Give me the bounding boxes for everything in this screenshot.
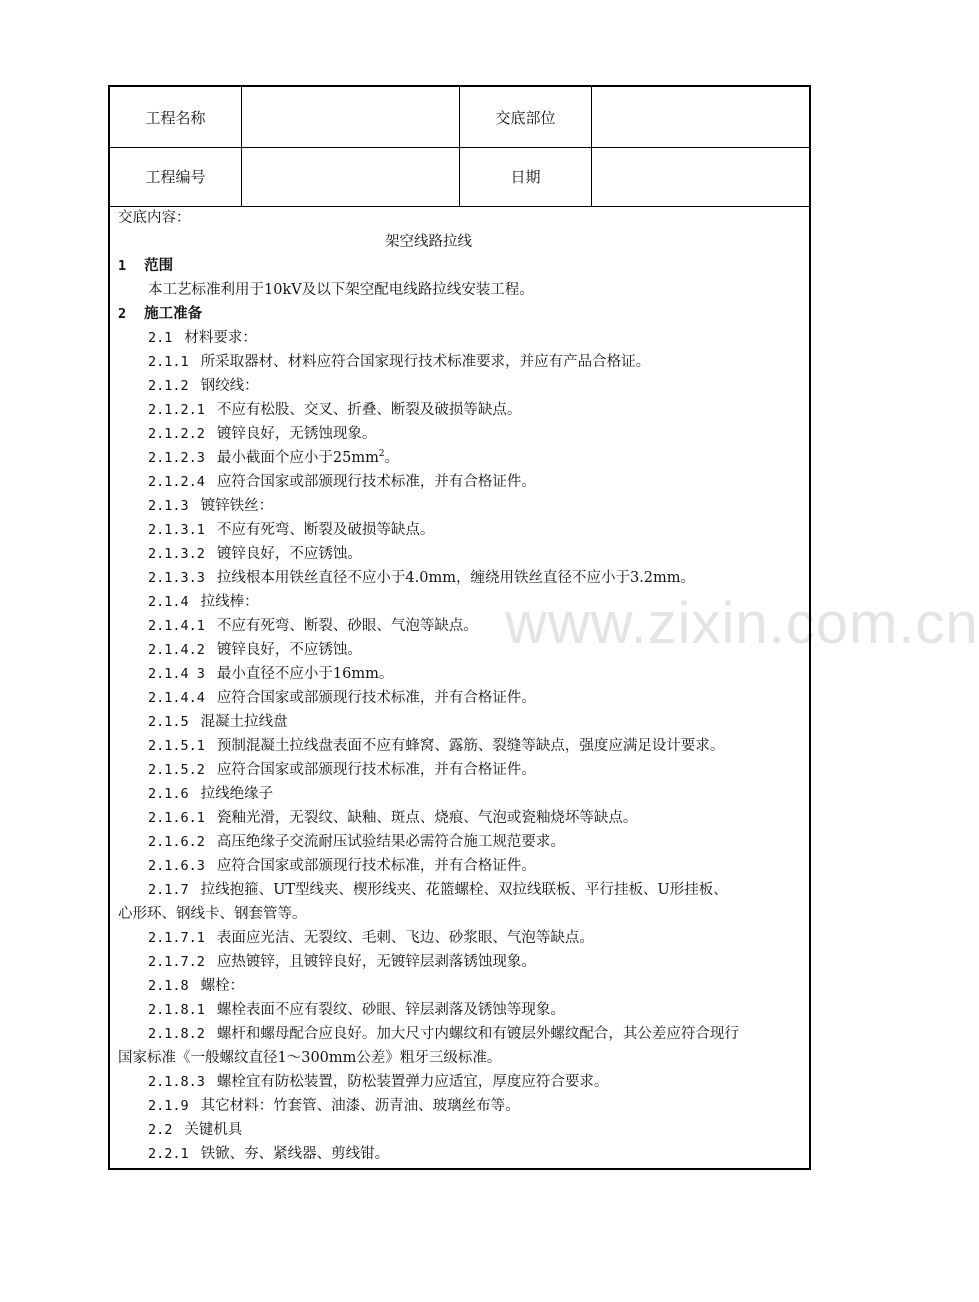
clause-text: 不应有松股、交叉、折叠、断裂及破损等缺点。 xyxy=(216,402,522,418)
clause-number: 2.1.5 xyxy=(148,714,189,730)
clause-number: 2.1.5.1 xyxy=(148,738,205,754)
clause-number: 2.1.6.3 xyxy=(148,858,205,874)
clause-number: 2.1.8.2 xyxy=(148,1026,205,1042)
clause-text: 最小截面个应小于25mm xyxy=(216,450,379,466)
clause-item xyxy=(148,544,362,564)
clause-text: 不应有死弯、断裂及破损等缺点。 xyxy=(216,522,435,538)
clause-text: 螺栓： xyxy=(200,978,245,994)
clause-text: 拉线抱箍、UT型线夹、楔形线夹、花篮螺栓、双拉线联板、平行挂板、U形挂板、 xyxy=(200,882,728,898)
clause-item xyxy=(148,424,376,444)
handover-form xyxy=(108,85,811,1170)
clause-item xyxy=(148,592,259,612)
clause-number: 2.1.7.1 xyxy=(148,930,205,946)
clause-number: 2.1.7.2 xyxy=(148,954,205,970)
section-1-title: 范围 xyxy=(144,257,174,274)
clause-item xyxy=(148,1000,565,1020)
clause-item xyxy=(148,640,362,660)
clause-text: 预制混凝土拉线盘表面不应有蜂窝、露筋、裂缝等缺点，强度应满足设计要求。 xyxy=(216,738,725,754)
clause-text: 应符合国家或部颁现行技术标准，并有合格证件。 xyxy=(216,858,536,874)
clause-text: 不应有死弯、断裂、砂眼、气泡等缺点。 xyxy=(216,618,478,634)
clause-item xyxy=(148,400,521,420)
project-no-field[interactable] xyxy=(242,147,460,206)
section-2-title: 施工准备 xyxy=(144,305,203,322)
clause-number: 2.1.8 xyxy=(148,978,189,994)
header-row-2 xyxy=(110,147,809,207)
clause-number: 2.2 xyxy=(148,1122,173,1138)
clause-item xyxy=(148,784,273,804)
clause-item xyxy=(148,952,536,972)
clause-number: 2.1.2.4 xyxy=(148,474,205,490)
clause-number: 2.1.4 xyxy=(148,594,189,610)
clause-tail: 。 xyxy=(384,450,400,466)
clause-number: 2.1.2.2 xyxy=(148,426,205,442)
date-field[interactable] xyxy=(592,147,809,206)
clause-text: 拉线绝缘子 xyxy=(200,786,274,802)
clause-number: 2.1.4.1 xyxy=(148,618,205,634)
clause-text: 镀锌铁丝： xyxy=(200,498,274,514)
clause-number: 2.1.3.3 xyxy=(148,570,205,586)
clause-item xyxy=(148,688,536,708)
clause-item xyxy=(148,1072,608,1092)
clause-number: 2.1.3 xyxy=(148,498,189,514)
clause-number: 2.1.3.1 xyxy=(148,522,205,538)
clause-number: 2.1.4 3 xyxy=(148,666,205,682)
clause-item xyxy=(148,1120,242,1140)
clause-item xyxy=(148,496,273,516)
clause-text: 高压绝缘子交流耐压试验结果必需符合施工规范要求。 xyxy=(216,834,565,850)
clause-item xyxy=(148,976,244,996)
section-1-text: 本工艺标准利用于10kV及以下架空配电线路拉线安装工程。 xyxy=(148,282,534,298)
content-intro: 交底内容： xyxy=(118,210,191,226)
header-row-1 xyxy=(110,87,809,148)
clause-item xyxy=(148,472,536,492)
clause-text: 镀锌良好，无锈蚀现象。 xyxy=(216,426,377,442)
date-label: 日期 xyxy=(460,147,592,206)
clause-item xyxy=(148,328,257,348)
clause-number: 2.2.1 xyxy=(148,1146,189,1162)
clause-text: 最小直径不应小于16mm。 xyxy=(216,666,394,682)
clause-text: 拉线棒： xyxy=(200,594,259,610)
clause-text: 其它材料：竹套管、油漆、沥青油、玻璃丝布等。 xyxy=(200,1098,520,1114)
clause-number: 2.1.4.4 xyxy=(148,690,205,706)
clause-text: 应符合国家或部颁现行技术标准，并有合格证件。 xyxy=(216,762,536,778)
clause-number: 2.1.2 xyxy=(148,378,189,394)
clause-number: 2.1.8.1 xyxy=(148,1002,205,1018)
clause-superscript: 2 xyxy=(378,449,385,460)
clause-item xyxy=(148,616,478,636)
clause-item xyxy=(148,352,650,372)
clause-text: 关键机具 xyxy=(184,1122,243,1138)
clause-number: 2.1.6.1 xyxy=(148,810,205,826)
clause-text: 应符合国家或部颁现行技术标准，并有合格证件。 xyxy=(216,474,536,490)
document-title: 架空线路拉线 xyxy=(385,234,472,250)
clause-text: 螺栓表面不应有裂纹、砂眼、锌层剥落及锈蚀等现象。 xyxy=(216,1002,565,1018)
clause-text: 镀锌良好，不应锈蚀。 xyxy=(216,642,362,658)
section-1-heading xyxy=(118,256,173,276)
clause-number: 2.1.2.1 xyxy=(148,402,205,418)
section-2-heading xyxy=(118,304,202,324)
clause-item xyxy=(148,928,594,948)
clause-number: 2.1.7 xyxy=(148,882,189,898)
clause-text: 螺杆和螺母配合应良好。加大尺寸内螺纹和有镀层外螺纹配合，其公差应符合现行 xyxy=(216,1026,739,1042)
clause-text: 铁锨、夯、紧线器、剪线钳。 xyxy=(200,1146,390,1162)
clause-text: 镀锌良好，不应锈蚀。 xyxy=(216,546,362,562)
clause-item xyxy=(148,376,259,396)
clause-item xyxy=(148,1024,739,1044)
clause-number: 2.1.8.3 xyxy=(148,1074,205,1090)
clause-number: 2.1.5.2 xyxy=(148,762,205,778)
project-no-label: 工程编号 xyxy=(110,147,242,206)
handover-part-field[interactable] xyxy=(592,87,809,147)
project-name-field[interactable] xyxy=(242,87,460,147)
clause-number: 2.1.6 xyxy=(148,786,189,802)
project-name-label: 工程名称 xyxy=(110,87,242,147)
watermark: www.zixin.com.cn xyxy=(505,591,979,656)
clause-item xyxy=(148,832,565,852)
section-1-number: 1 xyxy=(118,258,127,274)
clause-item xyxy=(148,760,536,780)
clause-text: 瓷釉光滑，无裂纹、缺釉、斑点、烧痕、气泡或瓷釉烧坏等缺点。 xyxy=(216,810,638,826)
clause-text: 混凝土拉线盘 xyxy=(200,714,288,730)
clause-item xyxy=(148,1096,520,1116)
clause-text: 材料要求： xyxy=(184,330,257,346)
clause-text: 应符合国家或部颁现行技术标准，并有合格证件。 xyxy=(216,690,536,706)
clause-item xyxy=(148,880,728,900)
clause-item xyxy=(148,568,695,588)
clause-item xyxy=(148,448,399,468)
clause-text: 螺栓宜有防松装置，防松装置弹力应适宜，厚度应符合要求。 xyxy=(216,1074,609,1090)
clause-text: 所采取器材、材料应符合国家现行技术标准要求，并应有产品合格证。 xyxy=(200,354,651,370)
handover-part-label: 交底部位 xyxy=(460,87,592,147)
clause-number: 2.1.3.2 xyxy=(148,546,205,562)
clause-item xyxy=(148,664,393,684)
clause-number: 2.1.4.2 xyxy=(148,642,205,658)
clause-number: 2.1.9 xyxy=(148,1098,189,1114)
clause-item xyxy=(148,712,288,732)
clause-text: 应热镀锌，且镀锌良好，无镀锌层剥落锈蚀现象。 xyxy=(216,954,536,970)
clause-item xyxy=(148,520,434,540)
clause-item xyxy=(148,808,637,828)
clause-number: 2.1.1 xyxy=(148,354,189,370)
clause-continuation: 心形环、钢线卡、钢套管等。 xyxy=(118,906,307,922)
clause-text: 钢绞线： xyxy=(200,378,259,394)
clause-text: 表面应光洁、无裂纹、毛刺、飞边、砂浆眼、气泡等缺点。 xyxy=(216,930,594,946)
clause-continuation: 国家标准《一般螺纹直径1～300mm公差》粗牙三级标准。 xyxy=(118,1050,502,1066)
clause-number: 2.1.6.2 xyxy=(148,834,205,850)
clause-number: 2.1.2.3 xyxy=(148,450,205,466)
section-2-number: 2 xyxy=(118,306,127,322)
clause-item xyxy=(148,856,536,876)
clause-number: 2.1 xyxy=(148,330,173,346)
clause-text: 拉线根本用铁丝直径不应小于4.0mm，缠绕用铁丝直径不应小于3.2mm。 xyxy=(216,570,696,586)
clause-item xyxy=(148,1144,389,1164)
clause-item xyxy=(148,736,724,756)
